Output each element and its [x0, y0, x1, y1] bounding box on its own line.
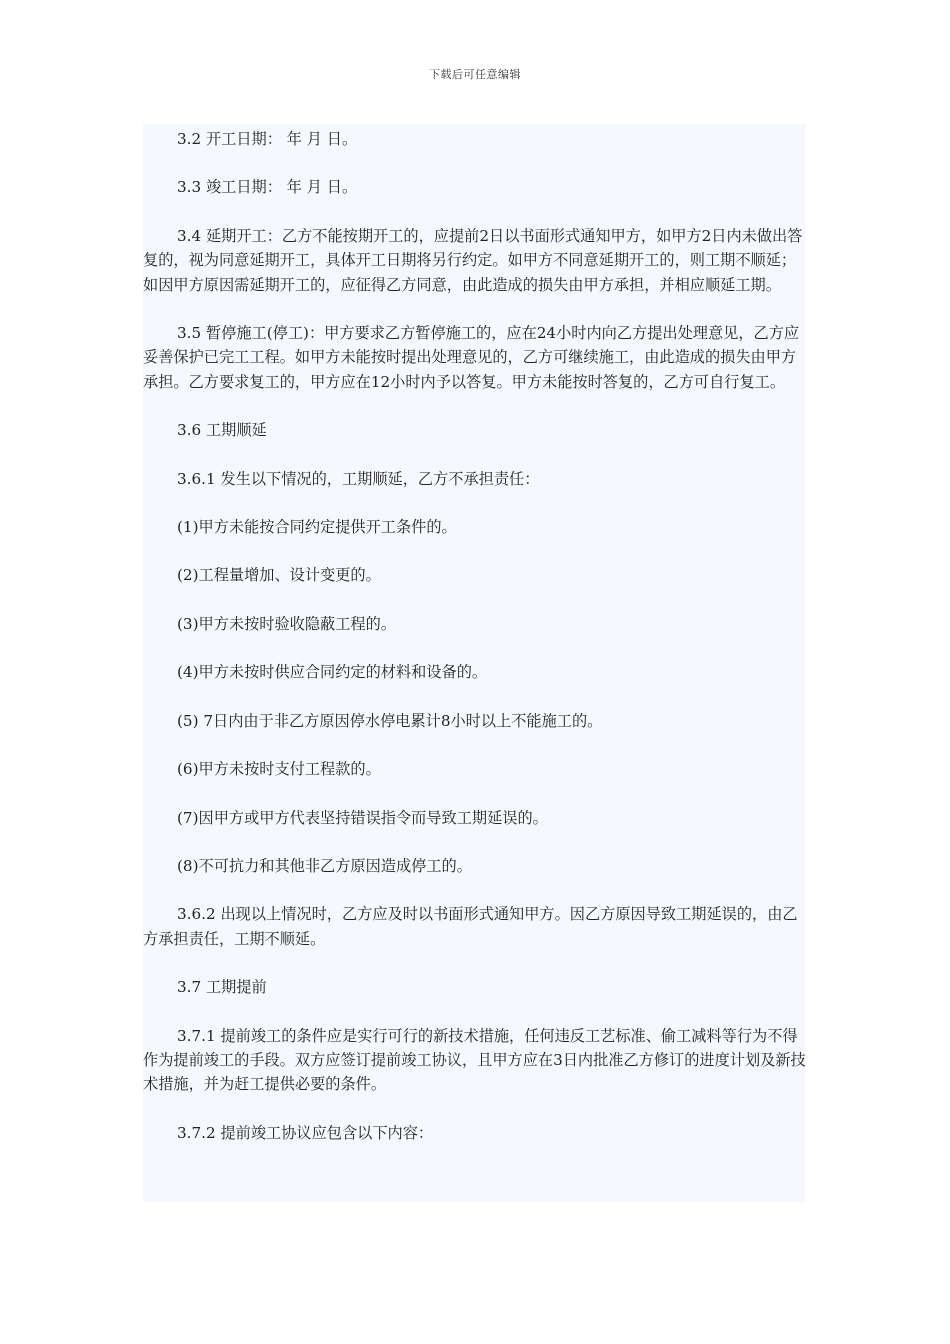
paragraph-3-7-2-agreement-contents: 3.7.2 提前竣工协议应包含以下内容： [177, 1123, 434, 1142]
paragraph-3-4-delayed-start: 3.4 延期开工：乙方不能按期开工的，应提前2日以书面形式通知甲方，如甲方2日内未做出答复的，视为同意延期开工，具体开工日期将另行约定。如甲方不同意延期开工的，则工期不顺延；如因甲方原因需延期开工的，应征得乙方同意，由此造成的损失由甲方承担，并相应顺延工期。 [143, 226, 803, 294]
paragraph-3-6-2-notice: 3.6.2 出现以上情况时，乙方应及时以书面形式通知甲方。因乙方原因导致工期延误的，由乙方承担责任，工期不顺延。 [143, 905, 798, 948]
document-body [143, 124, 806, 1202]
paragraph-3-7-1-early-completion-conditions: 3.7.1 提前竣工的条件应是实行可行的新技术措施，任何违反工艺标准、偷工减料等行为不得作为提前竣工的手段。双方应签订提前竣工协议，且甲方应在3日内批准乙方修订的进度计划及新技术措施，并为赶工提供必要的条件。 [143, 1026, 806, 1094]
list-item-2: (2)工程量增加、设计变更的。 [177, 566, 381, 585]
list-item-7: (7)因甲方或甲方代表坚持错误指令而导致工期延误的。 [177, 808, 548, 827]
paragraph-3-7-early-completion-heading: 3.7 工期提前 [177, 978, 267, 997]
page-header: 下载后可任意编辑 [429, 68, 521, 81]
list-item-5: (5) 7日内由于非乙方原因停水停电累计8小时以上不能施工的。 [177, 711, 603, 730]
paragraph-3-5-suspension: 3.5 暂停施工(停工)：甲方要求乙方暂停施工的，应在24小时内向乙方提出处理意见，乙方应妥善保护已完工工程。如甲方未能按时提出处理意见的，乙方可继续施工，由此造成的损失由甲方承担。乙方要求复工的，甲方应在12小时内予以答复。甲方未能按时答复的，乙方可自行复工。 [143, 324, 800, 391]
paragraph-3-2-start-date: 3.2 开工日期： 年 月 日。 [177, 130, 358, 148]
paragraph-3-6-1-conditions: 3.6.1 发生以下情况的，工期顺延，乙方不承担责任： [177, 469, 540, 488]
paragraph-3-3-completion-date: 3.3 竣工日期： 年 月 日。 [177, 178, 358, 197]
list-item-8: (8)不可抗力和其他非乙方原因造成停工的。 [177, 856, 472, 875]
list-item-4: (4)甲方未按时供应合同约定的材料和设备的。 [177, 663, 488, 682]
list-item-3: (3)甲方未按时验收隐蔽工程的。 [177, 614, 396, 633]
list-item-1: (1)甲方未能按合同约定提供开工条件的。 [177, 518, 457, 537]
list-item-6: (6)甲方未按时支付工程款的。 [177, 760, 381, 779]
paragraph-3-6-extension-heading: 3.6 工期顺延 [177, 421, 267, 440]
